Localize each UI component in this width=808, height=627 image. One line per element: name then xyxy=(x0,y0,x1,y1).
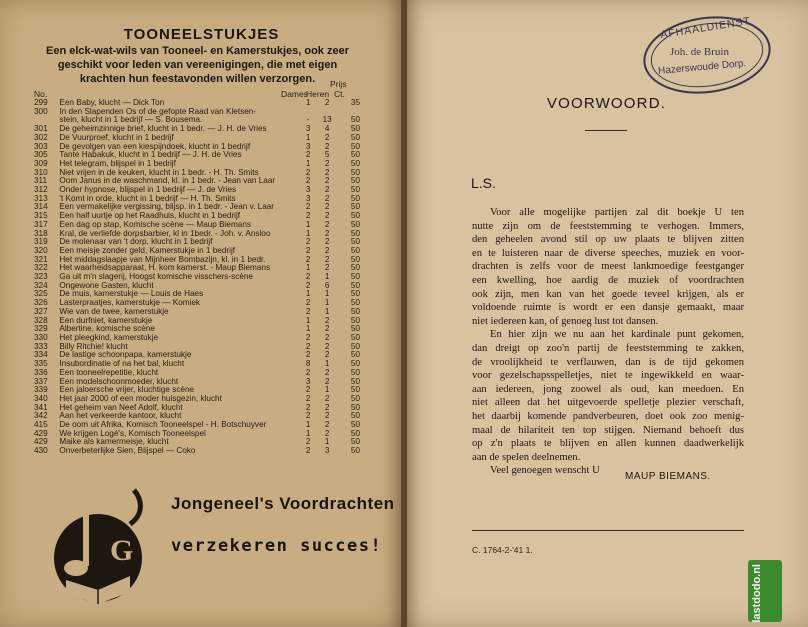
print-code: C. 1764-2-'41 1. xyxy=(472,545,533,555)
play-title: Billy Ritchie! klucht xyxy=(59,342,128,351)
play-row xyxy=(34,395,360,404)
music-book-icon xyxy=(46,480,166,610)
foreword-line: Veel genoegen wenscht U xyxy=(490,465,600,477)
play-dames: 2 xyxy=(305,298,311,308)
play-heren: 2 xyxy=(324,376,330,386)
footer-rule xyxy=(472,530,744,531)
play-title: De gevolgen van een kiespijndoek, klucht in 1 bedrijf xyxy=(59,142,251,151)
play-heren: 2 xyxy=(324,237,330,247)
play-no: 337 xyxy=(34,376,48,386)
play-row xyxy=(34,143,360,152)
play-title: Aan het verkeerde kantoor, klucht xyxy=(59,412,182,421)
play-no: 302 xyxy=(34,132,48,142)
play-row xyxy=(34,230,360,239)
play-row xyxy=(34,108,360,117)
play-title: De molenaar van 't dorp, klucht in 1 bedrijf xyxy=(59,238,213,247)
stamp-place: Hazerswoude Dorp. xyxy=(657,58,747,77)
play-row xyxy=(34,186,360,195)
play-heren: 2 xyxy=(324,332,330,342)
play-row xyxy=(34,317,360,326)
play-no: 430 xyxy=(34,446,48,456)
play-dames: 2 xyxy=(305,385,311,395)
play-no: 323 xyxy=(34,272,48,282)
advertisement xyxy=(46,480,395,610)
play-heren: 2 xyxy=(324,185,330,195)
play-dames: 2 xyxy=(305,306,311,316)
play-price: 50 xyxy=(350,141,360,151)
play-no: 334 xyxy=(34,350,48,360)
play-heren: 2 xyxy=(324,315,330,325)
play-title: Het waarheidsapparaat, H. kom kamerst. - Maup Biemans xyxy=(59,264,271,273)
play-row xyxy=(34,116,360,125)
play-heren: 4 xyxy=(324,124,330,134)
play-price: 50 xyxy=(350,437,360,447)
play-title: Tante Habakuk, klucht in 1 bedrijf — J. H. de Vries xyxy=(59,151,242,160)
play-heren: 2 xyxy=(324,245,330,255)
foreword-line: dan dreigt op zoo'n partij de feeststemming te zakken, xyxy=(472,342,744,354)
play-price: 50 xyxy=(350,193,360,203)
play-no: 310 xyxy=(34,167,48,177)
play-title: Een modelschoonmoeder, klucht xyxy=(59,377,179,386)
play-dames: 1 xyxy=(305,98,311,107)
foreword-line: en te luisteren naar de diverse speeches, muziek en voor- xyxy=(472,247,744,259)
play-heren: 3 xyxy=(324,446,330,456)
play-dames: 2 xyxy=(305,272,311,282)
play-no: 340 xyxy=(34,393,48,403)
play-row xyxy=(34,125,360,134)
play-no: 300 xyxy=(34,106,48,116)
play-title: Een meisje zonder geld, Kamerstukje in 1 bedrijf xyxy=(59,246,236,255)
play-dames: 2 xyxy=(305,393,311,403)
play-row xyxy=(34,421,360,430)
play-row xyxy=(34,360,360,369)
play-no: 305 xyxy=(34,150,48,160)
play-dames: 2 xyxy=(305,237,311,247)
foreword-line: voor gezelschapsspelletjes, niet te ingewikkeld en waar- xyxy=(472,370,744,382)
play-no: 342 xyxy=(34,411,48,421)
play-heren: 1 xyxy=(324,289,330,299)
play-heren: 1 xyxy=(324,359,330,369)
play-row xyxy=(34,134,360,143)
play-dames: 1 xyxy=(305,219,311,229)
play-row xyxy=(34,177,360,186)
title-rule xyxy=(585,130,627,131)
play-price: 50 xyxy=(350,350,360,360)
play-row xyxy=(34,169,360,178)
play-no: 333 xyxy=(34,341,48,351)
play-price: 50 xyxy=(350,411,360,421)
play-dames: 2 xyxy=(305,402,311,412)
play-row xyxy=(34,299,360,308)
play-heren: 1 xyxy=(324,298,330,308)
foreword-line: ook zijn, men kan van het goede teveel krijgen, als er xyxy=(472,288,744,300)
play-title: Oom Janus in de waschmand, kl. in 1 bedr. - Jean van Laar xyxy=(59,177,276,186)
play-row xyxy=(34,438,360,447)
play-price: 50 xyxy=(350,367,360,377)
play-heren: 2 xyxy=(324,428,330,438)
play-no: 299 xyxy=(34,98,48,107)
ownership-stamp xyxy=(640,14,774,96)
play-title: Het jaar 2000 of een moder huisgezin, klucht xyxy=(59,394,222,403)
play-heren: 2 xyxy=(324,211,330,221)
play-price: 50 xyxy=(350,324,360,334)
play-dames: 1 xyxy=(305,263,311,273)
play-row xyxy=(34,282,360,291)
play-no: 322 xyxy=(34,263,48,273)
foreword-line: drachten is zelfs voor de meest lankmoedige feestganger xyxy=(472,261,744,273)
play-price: 50 xyxy=(350,298,360,308)
play-heren: 13 xyxy=(322,115,332,125)
play-title: Ongewone Gasten, klucht xyxy=(59,281,154,290)
play-heren: 1 xyxy=(324,306,330,316)
play-dames: 2 xyxy=(305,341,311,351)
play-price: 50 xyxy=(350,376,360,386)
play-price: 50 xyxy=(350,176,360,186)
play-dames: 2 xyxy=(305,202,311,212)
play-price: 50 xyxy=(350,202,360,212)
play-title: Een durfniet, kamerstukje xyxy=(59,316,153,325)
play-title: Insubordinatie of na het bal, klucht xyxy=(59,360,185,369)
watermark-logo xyxy=(748,560,782,622)
play-title: De Vuurproef, klucht in 1 bedrijf xyxy=(59,133,174,142)
play-title: Een vermakelijke vergissing, blijsp. in 1 bedr. - Jean v. Laar xyxy=(59,203,275,212)
foreword-body xyxy=(472,206,744,478)
play-price: 50 xyxy=(350,211,360,221)
stamp-name: Joh. de Bruin xyxy=(670,46,729,58)
play-heren: 2 xyxy=(324,158,330,168)
play-title: Onder hypnose, blijspel in 1 bedrijf — J. de Vries xyxy=(59,186,237,195)
play-title: Albertine, komische scène xyxy=(59,325,155,334)
play-dames: 3 xyxy=(305,376,311,386)
play-row xyxy=(34,99,360,108)
play-price: 50 xyxy=(350,124,360,134)
play-title: Een Baby, klucht — Dick Ton xyxy=(59,99,165,107)
play-row xyxy=(34,221,360,230)
play-row xyxy=(34,386,360,395)
play-dames: 2 xyxy=(305,367,311,377)
play-title: stein, klucht in 1 bedrijf — S. Bousema. xyxy=(59,116,203,125)
play-row xyxy=(34,369,360,378)
play-title: Het pleegkind, kamerstukje xyxy=(59,333,159,342)
intro-line: krachten hun feestavonden willen verzorgen. xyxy=(79,73,316,85)
svg-text:G: G xyxy=(110,534,134,567)
foreword-line: de vroolijkheid te verflauwen, dan is de tijd gekomen xyxy=(472,356,744,368)
play-heren: 2 xyxy=(324,176,330,186)
play-no: 326 xyxy=(34,298,48,308)
play-heren: 2 xyxy=(324,324,330,334)
play-heren: 2 xyxy=(324,263,330,273)
play-row xyxy=(34,325,360,334)
play-title: De oom uit Afrika, Komisch Tooneelspel - H. Botschuyver xyxy=(59,421,267,430)
col-heren-header: Heren xyxy=(306,89,330,99)
play-no: 311 xyxy=(34,176,48,186)
play-price: 50 xyxy=(350,315,360,325)
play-no: 317 xyxy=(34,219,48,229)
play-no: 325 xyxy=(34,289,48,299)
play-title: Lasterpraatjes, kamerstukje — Komiek xyxy=(59,299,200,308)
ad-slogan: verzekeren succes! xyxy=(171,536,383,556)
logo-text: lastdodo.nl xyxy=(751,564,763,623)
col-prijs-header: Prijs xyxy=(330,79,347,89)
play-price: 35 xyxy=(350,98,360,107)
play-price: 50 xyxy=(350,359,360,369)
play-no: 330 xyxy=(34,332,48,342)
play-dames: 1 xyxy=(305,132,311,142)
salutation: L.S. xyxy=(471,175,496,191)
play-price: 50 xyxy=(350,393,360,403)
play-row xyxy=(34,160,360,169)
catalog-title: TOONEELSTUKJES xyxy=(123,26,280,43)
play-heren: 2 xyxy=(324,228,330,238)
play-dames: 3 xyxy=(305,124,311,134)
foreword-title: VOORWOORD. xyxy=(546,95,667,112)
play-dames: 2 xyxy=(305,437,311,447)
play-no: 303 xyxy=(34,141,48,151)
play-title: Wie van de twee, kamerstukje xyxy=(59,307,169,316)
play-heren: 2 xyxy=(324,411,330,421)
stamp-top-text: AFHAALDIENST xyxy=(659,14,752,42)
play-price: 50 xyxy=(350,332,360,342)
play-price: 50 xyxy=(350,402,360,412)
play-dames: 2 xyxy=(305,245,311,255)
play-no: 429 xyxy=(34,428,48,438)
play-dames: 2 xyxy=(305,332,311,342)
intro-line: Een elck-wat-wils van Tooneel- en Kamerstukjes, ook zeer xyxy=(45,45,349,57)
play-row xyxy=(34,412,360,421)
play-price: 50 xyxy=(350,132,360,142)
play-no: 313 xyxy=(34,193,48,203)
play-no: 319 xyxy=(34,237,48,247)
play-title: In den Slapenden Os of de gefopte Raad van Kletsen- xyxy=(59,107,257,116)
play-price: 50 xyxy=(350,150,360,160)
play-title: Onverbeterlijke Sien, Blijspel — Coko xyxy=(59,447,196,456)
play-price: 50 xyxy=(350,385,360,395)
play-no: 329 xyxy=(34,324,48,334)
play-heren: 2 xyxy=(324,141,330,151)
play-title: Maike als kamermeisje, klucht xyxy=(59,438,169,447)
play-dames: 2 xyxy=(305,446,311,456)
play-heren: 2 xyxy=(324,193,330,203)
play-price: 50 xyxy=(350,263,360,273)
play-title: Het geheim van Neef Adolf, klucht xyxy=(59,403,183,412)
play-heren: 2 xyxy=(324,167,330,177)
play-row xyxy=(34,273,360,282)
play-price: 50 xyxy=(350,420,360,430)
play-price: 50 xyxy=(350,254,360,264)
play-dames: 2 xyxy=(305,211,311,221)
play-dames: 3 xyxy=(305,141,311,151)
play-dames: 2 xyxy=(305,167,311,177)
play-price: 50 xyxy=(350,237,360,247)
play-title: Een dag op stap, Komische scène — Maup Biemans xyxy=(59,220,251,229)
play-heren: 2 xyxy=(324,202,330,212)
play-price: 50 xyxy=(350,306,360,316)
plays-table xyxy=(34,99,360,456)
play-heren: 2 xyxy=(324,219,330,229)
play-price: 50 xyxy=(350,115,360,125)
play-dames: 1 xyxy=(305,228,311,238)
col-ct-header: Ct. xyxy=(334,89,345,99)
play-title: Ga uit m'n slagerij, Hoogst komische visschers-scène xyxy=(59,273,253,282)
play-heren: 1 xyxy=(324,385,330,395)
play-title: De geheimzinnige brief, klucht in 1 bedr. — J. H. de Vries xyxy=(59,125,267,134)
play-dames: 2 xyxy=(305,350,311,360)
play-dames: 1 xyxy=(305,315,311,325)
play-row xyxy=(34,247,360,256)
play-row xyxy=(34,343,360,352)
ad-headline: Jongeneel's Voordrachten xyxy=(171,494,395,513)
play-price: 50 xyxy=(350,272,360,282)
play-heren: 2 xyxy=(324,254,330,264)
play-price: 50 xyxy=(350,341,360,351)
intro-line: geschikt voor leden van vereenigingen, die met eigen xyxy=(57,59,338,71)
play-title: 't Komt in orde, klucht in 1 bedrijf — H. Th. Smits xyxy=(59,194,236,203)
play-no: 335 xyxy=(34,359,48,369)
play-no: 324 xyxy=(34,280,48,290)
play-heren: 2 xyxy=(324,420,330,430)
play-no: 328 xyxy=(34,315,48,325)
play-no: 336 xyxy=(34,367,48,377)
play-row xyxy=(34,151,360,160)
play-dames: 3 xyxy=(305,193,311,203)
foreword-line: den geheelen avond stil op uw plaats te blijven zitten xyxy=(472,234,744,246)
play-title: Een jaloersche vrijer, kluchtige scène xyxy=(59,386,195,395)
foreword-line: nutte zijn om de feeststemming te verhogen. Immers, xyxy=(472,220,744,232)
play-dames: 1 xyxy=(305,289,311,299)
play-title: Niet vrijen in de keuken, klucht in 1 bedr. - H. Th. Smits xyxy=(59,168,259,177)
play-no: 321 xyxy=(34,254,48,264)
foreword-paragraph xyxy=(472,206,744,328)
foreword-line: het daarbij komende pandverbeuren, doet ook zoo menig- xyxy=(472,410,744,422)
play-heren: 6 xyxy=(324,280,330,290)
play-no: 320 xyxy=(34,245,48,255)
foreword-line: op z'n plaats te blijven en allen kunnen daadwerkelijk xyxy=(472,438,744,450)
play-heren: 2 xyxy=(324,367,330,377)
play-no: 312 xyxy=(34,185,48,195)
play-no: 309 xyxy=(34,158,48,168)
play-row xyxy=(34,378,360,387)
play-price: 50 xyxy=(350,185,360,195)
play-title: De muis, kamerstukje — Louis de Haes xyxy=(59,290,204,299)
play-row xyxy=(34,195,360,204)
play-row xyxy=(34,308,360,317)
play-price: 50 xyxy=(350,158,360,168)
foreword-line: aan iedereen, jong zoowel als oud, kan meedoen. En xyxy=(472,383,744,395)
col-no-header: No. xyxy=(34,89,48,99)
play-dames: 2 xyxy=(305,280,311,290)
play-price: 50 xyxy=(350,289,360,299)
play-row xyxy=(34,430,360,439)
play-price: 50 xyxy=(350,428,360,438)
foreword-line: een kwelling, hoe aardig de muziek of voordrachten xyxy=(472,274,744,286)
foreword-line: En hier zijn we nu aan het kardinale punt gekomen, xyxy=(490,329,744,341)
play-no: 301 xyxy=(34,124,48,134)
play-dames: 2 xyxy=(305,411,311,421)
play-row xyxy=(34,290,360,299)
foreword-line: aan de spelen deelnemen. xyxy=(472,451,581,463)
play-price: 50 xyxy=(350,228,360,238)
play-no: 341 xyxy=(34,402,48,412)
play-heren: 2 xyxy=(324,350,330,360)
play-price: 50 xyxy=(350,446,360,456)
play-dames: 1 xyxy=(305,428,311,438)
play-row xyxy=(34,264,360,273)
play-title: We krijgen Logé's, Komisch Tooneelspel xyxy=(59,429,206,438)
play-dames: 1 xyxy=(305,158,311,168)
play-title: Een tooneelrepetitie, klucht xyxy=(59,368,159,377)
play-row xyxy=(34,334,360,343)
play-title: Het telegram, blijspel in 1 bedrijf xyxy=(59,159,176,168)
catalog-intro xyxy=(30,44,365,86)
play-row xyxy=(34,447,360,456)
play-no: 339 xyxy=(34,385,48,395)
play-row xyxy=(34,238,360,247)
play-dames: 1 xyxy=(305,324,311,334)
play-row xyxy=(34,256,360,265)
play-price: 50 xyxy=(350,219,360,229)
play-no: 415 xyxy=(34,420,48,430)
play-title: Het middagslaapje van Mijnheer Bombazijn, kl. in 1 bedr. xyxy=(59,255,266,264)
foreword-line: niet iedereen kan, of genoeg lust tot dansen. xyxy=(472,315,659,327)
play-row xyxy=(34,203,360,212)
play-dames: 2 xyxy=(305,176,311,186)
play-dames: 2 xyxy=(305,254,311,264)
play-title: De lastige schoonpapa, kamerstukje xyxy=(59,351,192,360)
play-dames: - xyxy=(306,115,310,125)
play-heren: 2 xyxy=(324,341,330,351)
play-dames: 3 xyxy=(305,185,311,195)
foreword-line: voldoende ruimte is wordt er een dansje gemaakt, maar xyxy=(472,302,744,314)
play-heren: 1 xyxy=(324,272,330,282)
play-no: 314 xyxy=(34,202,48,212)
play-heren: 2 xyxy=(324,393,330,403)
play-title: Een half uurtje op het Raadhuis, klucht in 1 bedrijf xyxy=(59,212,241,221)
play-no: 315 xyxy=(34,211,48,221)
signature: MAUP BIEMANS. xyxy=(625,471,711,482)
foreword-line: Voor alle mogelijke partijen zal dit boekje U ten xyxy=(490,207,744,218)
play-no: 429 xyxy=(34,437,48,447)
play-dames: 8 xyxy=(305,359,311,369)
foreword-paragraph xyxy=(472,328,744,464)
play-heren: 1 xyxy=(324,437,330,447)
play-row xyxy=(34,404,360,413)
play-row xyxy=(34,212,360,221)
play-row xyxy=(34,351,360,360)
play-heren: 2 xyxy=(324,402,330,412)
play-dames: 2 xyxy=(305,150,311,160)
play-dames: 1 xyxy=(305,420,311,430)
foreword-line: maal de hilariteit ten top stijgen. Niemand behoeft dus xyxy=(472,424,744,436)
play-title: Kral, de verliefde dorpsbarbier, kl in 1bedr. - Joh. v. Ansloo xyxy=(59,229,271,238)
play-price: 50 xyxy=(350,280,360,290)
play-heren: 5 xyxy=(324,150,330,160)
col-dames-header: Dames xyxy=(281,89,308,99)
play-heren: 2 xyxy=(324,132,330,142)
play-price: 50 xyxy=(350,167,360,177)
play-heren: 2 xyxy=(324,98,330,107)
play-no: 318 xyxy=(34,228,48,238)
foreword-line: niet alleen dat het uitgevoerde spelletje plezier verschaft, xyxy=(472,397,744,409)
play-price: 50 xyxy=(350,245,360,255)
play-no: 327 xyxy=(34,306,48,316)
